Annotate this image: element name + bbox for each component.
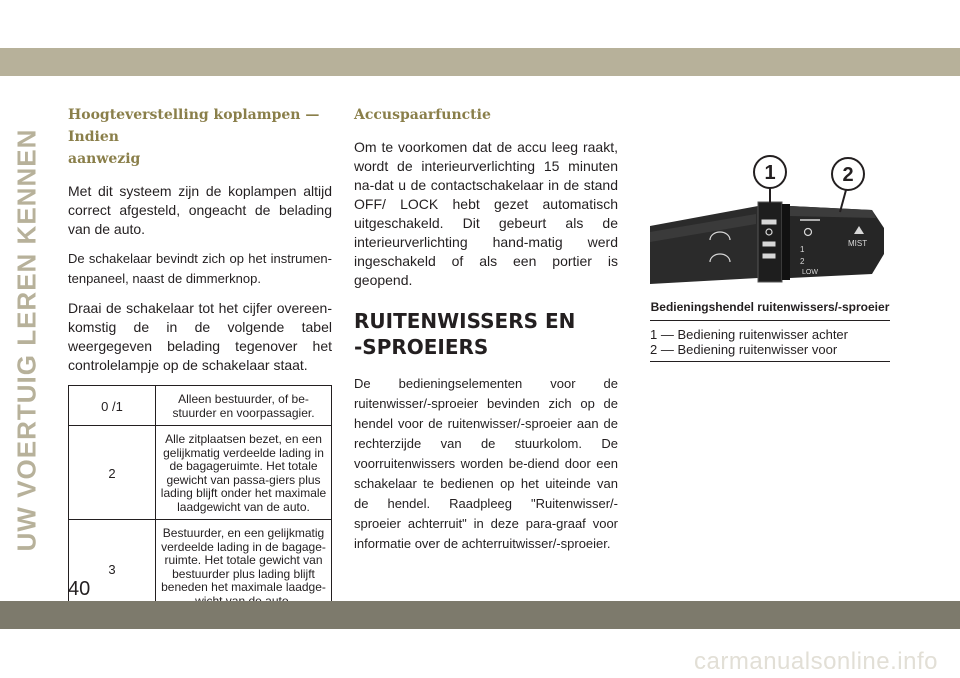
table-cell-position: 0 /1 [69,386,156,426]
heading-battery-saver: Accuspaarfunctie [354,107,491,123]
callout-2: 2 [842,164,854,186]
section-heading-line-2: -SPROEIERS [354,335,489,359]
figure-legend [650,320,890,362]
heading-line-2: aanwezig [68,151,141,167]
legend-item: 2 — Bediening ruitenwisser voor [650,342,838,357]
table-row [69,426,332,520]
legend-item: 1 — Bediening ruitenwisser achter [650,327,848,342]
figure-caption: Bedieningshendel ruitenwissers/-sproeier [650,300,890,314]
callout-1: 1 [764,162,776,184]
paragraph: De bedieningselementen voor de ruitenwisser/-sproeier bevinden zich op de hendel voor de ruitenwisser/-sproeier aan de rechterzijde van de stuurkolom. De voorruitenwissers worden be-diend door een schakelaar te bedienen op het uiteinde van de hendel. Raadpleeg "Ruitenwisser/-sproeier achterruit" in deze para-graaf voor informatie over de achterruitwisser/-sproeier. [354,376,618,551]
bottom-band [0,601,960,629]
heading-line-1: Hoogteverstelling koplampen — Indien [68,107,320,145]
wiper-lever-figure [650,128,890,286]
watermark: carmanualsonline.info [694,648,938,675]
mist-label: MIST [848,239,868,248]
column-right [650,108,890,362]
wiper-lever-illustration [650,128,890,286]
top-band [0,48,960,76]
position-label-low: LOW [802,269,818,276]
heading-headlamp-leveling [68,104,332,170]
paragraph: Draai de schakelaar tot het cijfer overeen-komstig de in de volgende tabel weergegeven belading tegenover het controlelampje op de schakelaar staat. [68,300,332,373]
page-number: 40 [68,578,91,600]
paragraph: Om te voorkomen dat de accu leeg raakt, wordt de interieurverlichting 15 minuten na-dat u de contactschakelaar in de stand OFF/ LOCK hebt gezet automatisch uitgeschakeld. Dit gebeurt als de interieurverlichting hand-matig werd ingeschakeld of als een portier is geopend. [354,139,618,288]
table-cell-position: 3 [69,520,156,619]
section-heading-line-1: RUITENWISSERS EN [354,309,576,333]
position-label-2: 2 [800,257,805,266]
section-heading-wipers [354,308,618,360]
table-cell-position: 2 [69,426,156,520]
table-cell-description: Bestuurder, en een gelijkmatig verdeelde lading in de bagage-ruimte. Het totale gewicht van bestuurder plus lading blijft beneden het maximale laadge- [156,520,332,619]
table-cell-description: Alleen bestuurder, of be-stuurder en voorpassagier. [156,386,332,426]
position-label-1: 1 [800,245,805,254]
side-section-title [12,105,42,575]
paragraph: De schakelaar bevindt zich op het instrumen-tenpaneel, naast de dimmerknop. [68,251,332,286]
side-title-text: UW VOERTUIG LEREN KENNEN [11,128,42,552]
paragraph: Met dit systeem zijn de koplampen altijd correct afgesteld, ongeacht de belading van de auto. [68,183,332,237]
table-cell-description: Alle zitplaatsen bezet, en een gelijkmatig verdeelde lading in de bagageruimte. Het totale gewicht van passa-giers plus lading blijft onder het maximale laadgewicht van de auto. [156,426,332,520]
table-row [69,386,332,426]
column-left [68,104,332,619]
load-table [68,385,332,619]
column-middle [354,104,618,564]
